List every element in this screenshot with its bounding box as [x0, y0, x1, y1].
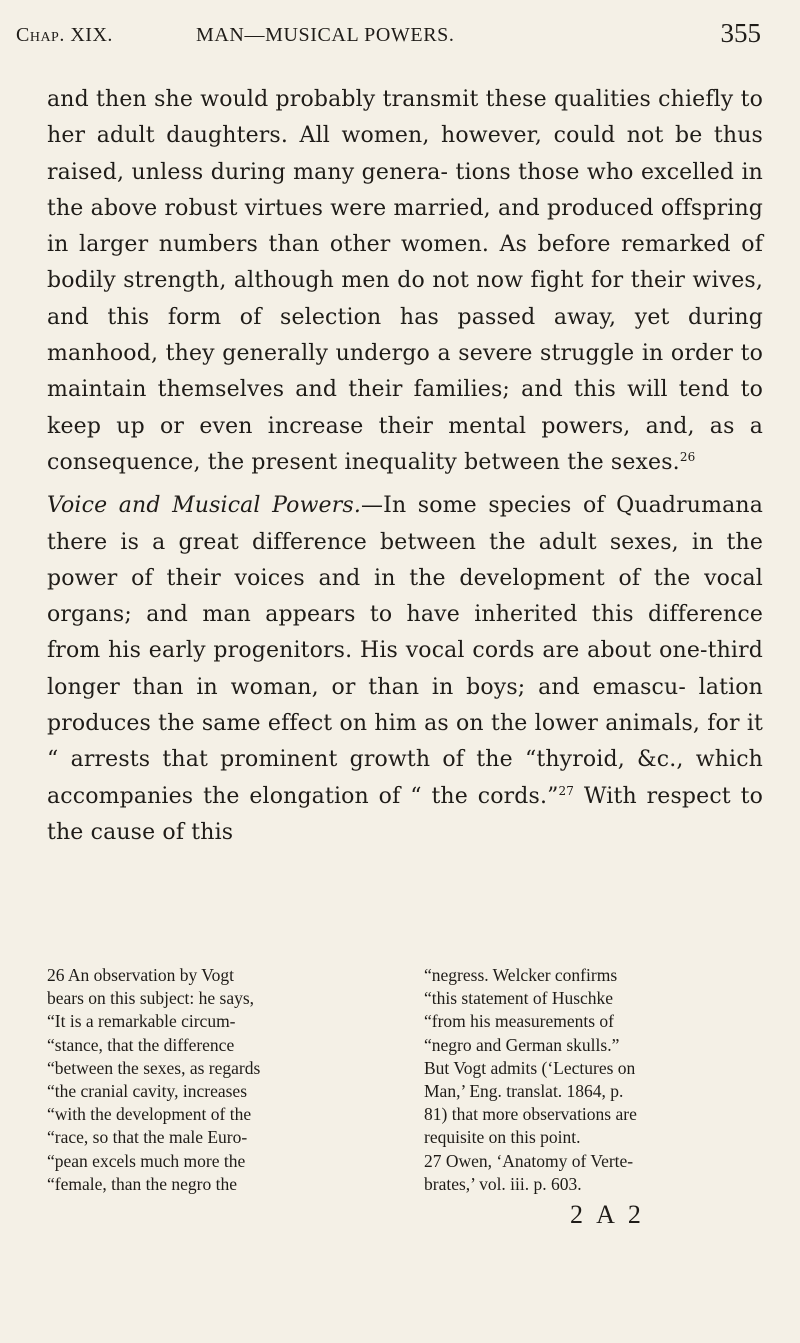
footnote-line: “from his measurements of — [424, 1011, 615, 1032]
running-header — [16, 14, 761, 50]
footnote-line: “with the development of the — [47, 1104, 252, 1125]
paragraph-2-tail: With respect to the cause of this — [47, 783, 764, 845]
footnote-column-right — [424, 964, 767, 1196]
paragraph-2-text: —In some species of Quadrumana there is a great difference between the adult sexes, in the power of their voices and in the development of the vocal organs; and man appears to have inherited this difference from his early progenitors. His vocal cords are about one-third longer than in woman, or than in boys; and emascu- lation produces the same effect on him as on the lower animals, for it “ arrests that prominent growth of the “thyroid, &c., which accompanies the elongation of “ the cords.” — [47, 493, 763, 809]
footnote-line: “negro and German skulls.” — [424, 1034, 620, 1055]
footnote-line: 26 An observation by Vogt — [47, 965, 234, 985]
footnote-line: “this statement of Huschke — [424, 988, 614, 1009]
footnote-ref-26: 26 — [679, 449, 696, 464]
footnote-line: “negress. Welcker confirms — [424, 965, 618, 985]
footnote-line: 27 Owen, ‘Anatomy of Verte- — [424, 1150, 634, 1171]
footnote-line: “stance, that the difference — [47, 1034, 235, 1055]
section-title: Voice and Musical Powers. — [47, 493, 361, 519]
footnote-line: bears on this subject: he says, — [47, 988, 255, 1009]
chapter-label: Chap. XIX. — [16, 24, 113, 46]
footnote-line: Man,’ Eng. translat. 1864, p. — [424, 1081, 624, 1102]
footnote-ref-27: 27 — [558, 783, 575, 798]
footnotes — [47, 964, 767, 1196]
footnote-column-left — [47, 964, 390, 1196]
paragraph-1-text: and then she would probably transmit these qualities chiefly to her adult daughters. All women, however, could not be thus raised, unless during many genera- tions those who excelled in the above robust virtues were married, and produced offspring in larger numbers than other women. As before remarked of bodily strength, although men do not now fight for their wives, and this form of selection has passed away, yet during manhood, they generally undergo a severe struggle in order to maintain themselves and their families; and this will tend to keep up or even increase their mental powers, and, as a consequence, the present inequality between the sexes. — [47, 87, 763, 475]
footnote-line: “It is a remarkable circum- — [47, 1011, 236, 1032]
footnote-line: brates,’ vol. iii. p. 603. — [424, 1173, 582, 1194]
paragraph-2 — [47, 488, 763, 851]
footnote-line: “between the sexes, as regards — [47, 1057, 261, 1078]
main-text — [47, 82, 763, 851]
footnote-line: 81) that more observations are — [424, 1104, 637, 1125]
page-number: 355 — [720, 18, 761, 48]
footnote-line: But Vogt admits (‘Lectures on — [424, 1057, 636, 1078]
paragraph-1 — [47, 82, 763, 481]
signature-mark: 2 A 2 — [570, 1200, 645, 1229]
footnote-line: requisite on this point. — [424, 1127, 581, 1148]
footnote-line: “pean excels much more the — [47, 1150, 246, 1171]
footnote-line: “the cranial cavity, increases — [47, 1081, 248, 1102]
footnote-line: “female, than the negro the — [47, 1173, 237, 1194]
footnote-line: “race, so that the male Euro- — [47, 1127, 248, 1148]
running-title: MAN—MUSICAL POWERS. — [196, 24, 455, 46]
